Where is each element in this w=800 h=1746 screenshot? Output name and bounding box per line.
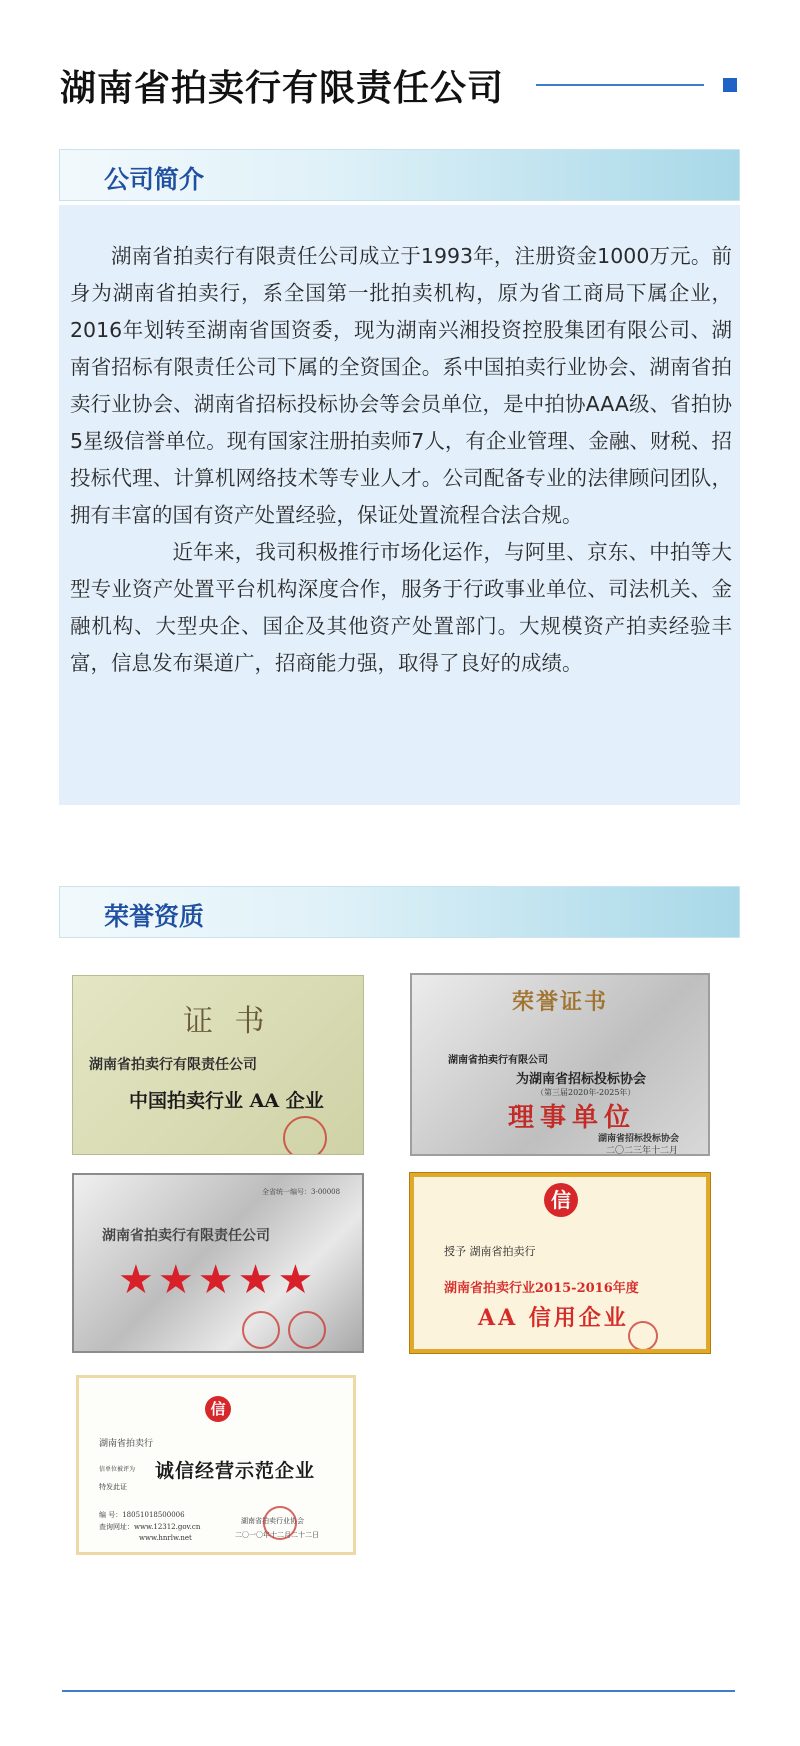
star-rating: ★★★★★ [118, 1257, 318, 1303]
certificate-issuer: 湖南省招标投标协会 [598, 1134, 680, 1144]
certificate-integrity [76, 1375, 356, 1555]
seal-stamp [288, 1311, 326, 1349]
intro-text [70, 238, 732, 682]
intro-section-header [59, 149, 740, 201]
certificate-recipient: 授予 湖南省拍卖行 [444, 1245, 536, 1258]
certificate-award: 诚信经营示范企业 [155, 1460, 316, 1482]
certificate-aa-credit [410, 1173, 710, 1353]
certificate-date: 二〇一〇年十二月二十二日 [235, 1531, 319, 1539]
credit-seal-icon [544, 1183, 578, 1217]
certificate-prefix: 信单位被评为 [99, 1466, 136, 1473]
integrity-seal-icon [205, 1396, 231, 1422]
certificate-site: 查询网址：www.12312.gov.cn [99, 1523, 201, 1531]
intro-paragraph-2: 近年来，我司积极推行市场化运作，与阿里、京东、中拍等大型专业资产处置平台机构深度合作，服务于行政事业单位、司法机关、金融机构、大型央企、国企及其他资产处置部门。大规模资产拍卖经验丰富，信息发布渠道广，招商能力强，取得了良好的成绩。 [70, 540, 732, 675]
certificate-note: 特发此证 [99, 1483, 127, 1491]
certificate-award: 理事单位 [508, 1103, 637, 1133]
footer-divider [62, 1690, 735, 1692]
seal-stamp [242, 1311, 280, 1349]
certificate-serial: 全省统一编号：3-00008 [262, 1188, 341, 1196]
certificate-company: 湖南省拍卖行有限公司 [448, 1055, 548, 1066]
certificate-company: 湖南省拍卖行 [99, 1439, 154, 1449]
seal-stamp [283, 1116, 327, 1155]
intro-paragraph-1: 湖南省拍卖行有限责任公司成立于1993年，注册资金1000万元。前身为湖南省拍卖行，系全国第一批拍卖机构，原为省工商局下属企业，2016年划转至湖南省国资委，现为湖南兴湘投资控股集团有限公司、湖南省招标有限责任公司下属的全资国企。系中国拍卖行业协会、湖南省拍卖行业协会、湖南省招标投标协会等会员单位，是中拍协AAA级、省拍协5星级信誉单位。现有国家注册拍卖师7人，有企业管理、金融、财税、招投标代理、计算机网络技术等专业人才。公司配备专业的法律顾问团队，拥有丰富的国有资产处置经验，保证处置流程合法合规。 [70, 244, 732, 527]
certificate-heading: 证 书 [183, 1004, 271, 1039]
certificate-date: 二〇二三年十二月 [606, 1146, 679, 1156]
certificate-company: 湖南省拍卖行有限责任公司 [89, 1057, 257, 1073]
integrity-seal-char: 信 [210, 1400, 226, 1418]
certificate-council-member [410, 973, 710, 1156]
credit-seal-char: 信 [551, 1188, 571, 1212]
certificate-company: 湖南省拍卖行有限责任公司 [102, 1228, 270, 1244]
certificate-line2: 为湖南省招标投标协会 [516, 1072, 647, 1087]
certificate-aa-enterprise [72, 975, 364, 1155]
certificate-heading: 荣誉证书 [512, 989, 609, 1015]
intro-section-title: 公司简介 [104, 165, 205, 194]
certificate-number: 编 号：18051018500006 [99, 1511, 185, 1519]
seal-stamp [263, 1506, 297, 1540]
header-square-icon [723, 78, 737, 92]
certificate-term: （第三届2020年-2025年） [536, 1088, 636, 1097]
header-divider [536, 84, 704, 86]
honors-section-header [59, 886, 740, 938]
certificate-award: 中国拍卖行业 AA 企业 [129, 1090, 324, 1112]
certificate-five-star [72, 1173, 364, 1353]
certificate-award: AA 信用企业 [478, 1305, 629, 1331]
certificate-issuer: 湖南省拍卖行业协会 [241, 1517, 304, 1525]
honors-section-title: 荣誉资质 [104, 902, 205, 931]
certificate-site2: www.hnrlw.net [139, 1534, 192, 1542]
seal-stamp [628, 1321, 658, 1351]
certificate-line: 湖南省拍卖行业2015-2016年度 [444, 1281, 639, 1296]
page-title: 湖南省拍卖行有限责任公司 [60, 68, 505, 109]
